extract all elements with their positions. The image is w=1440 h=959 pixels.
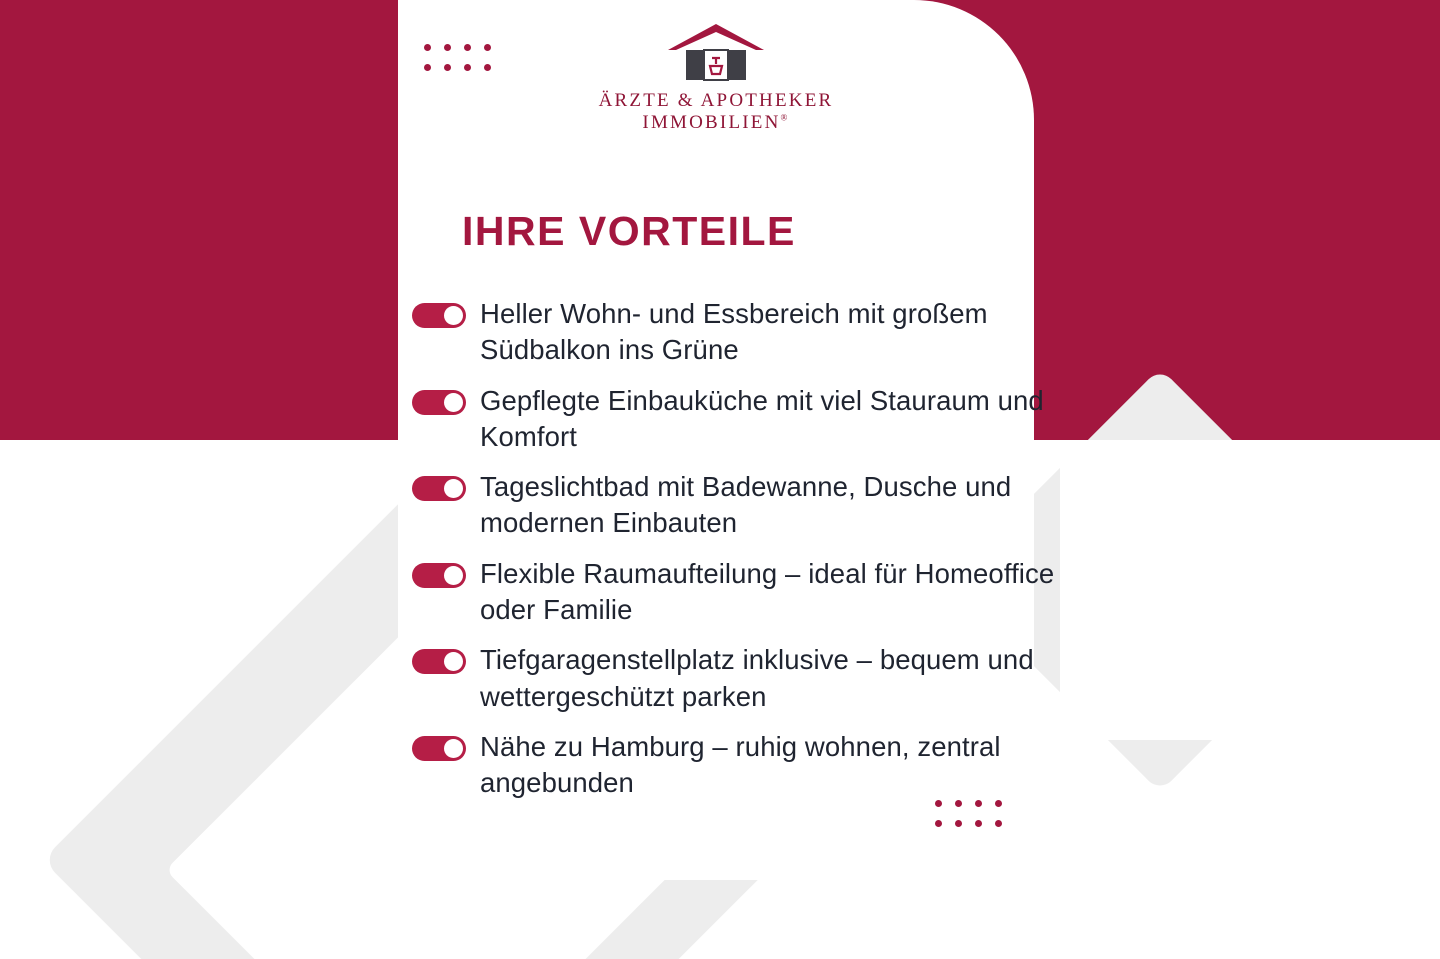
toggle-switch-icon[interactable] [412,390,466,415]
brand-line-2 [398,112,1034,134]
list-item-label: Tiefgaragenstellplatz inklusive – bequem und wettergeschützt parken [480,644,1034,712]
benefits-list [412,296,1072,816]
brand-logo [398,22,1034,135]
toggle-switch-icon[interactable] [412,563,466,588]
house-with-mortar-pestle-icon [660,22,772,84]
brand-line-2-text: IMMOBILIEN [642,112,781,134]
list-item [412,556,1072,629]
brand-line-1: ÄRZTE & APOTHEKER [598,90,834,111]
toggle-switch-icon[interactable] [412,649,466,674]
list-item-label: Nähe zu Hamburg – ruhig wohnen, zentral angebunden [480,730,1001,799]
list-item-label: Gepflegte Einbauküche mit viel Stauraum und Komfort [480,384,1044,452]
list-item-label: Flexible Raumaufteilung – ideal für Homeoffice oder Familie [480,557,1055,626]
list-item-label: Tageslichtbad mit Badewanne, Dusche und modernen Einbauten [480,471,1012,539]
toggle-switch-icon[interactable] [412,303,466,328]
list-item [412,729,1072,802]
page-title: IHRE VORTEILE [462,208,796,254]
list-item [412,469,1072,542]
list-item [412,296,1072,369]
toggle-switch-icon[interactable] [412,736,466,761]
registered-mark: ® [780,113,790,124]
list-item [412,383,1072,456]
list-item-label: Heller Wohn- und Essbereich mit großem Südbalkon ins Grüne [480,298,988,366]
toggle-switch-icon[interactable] [412,476,466,501]
decorative-right-mask [1060,440,1440,740]
list-item [412,642,1072,715]
